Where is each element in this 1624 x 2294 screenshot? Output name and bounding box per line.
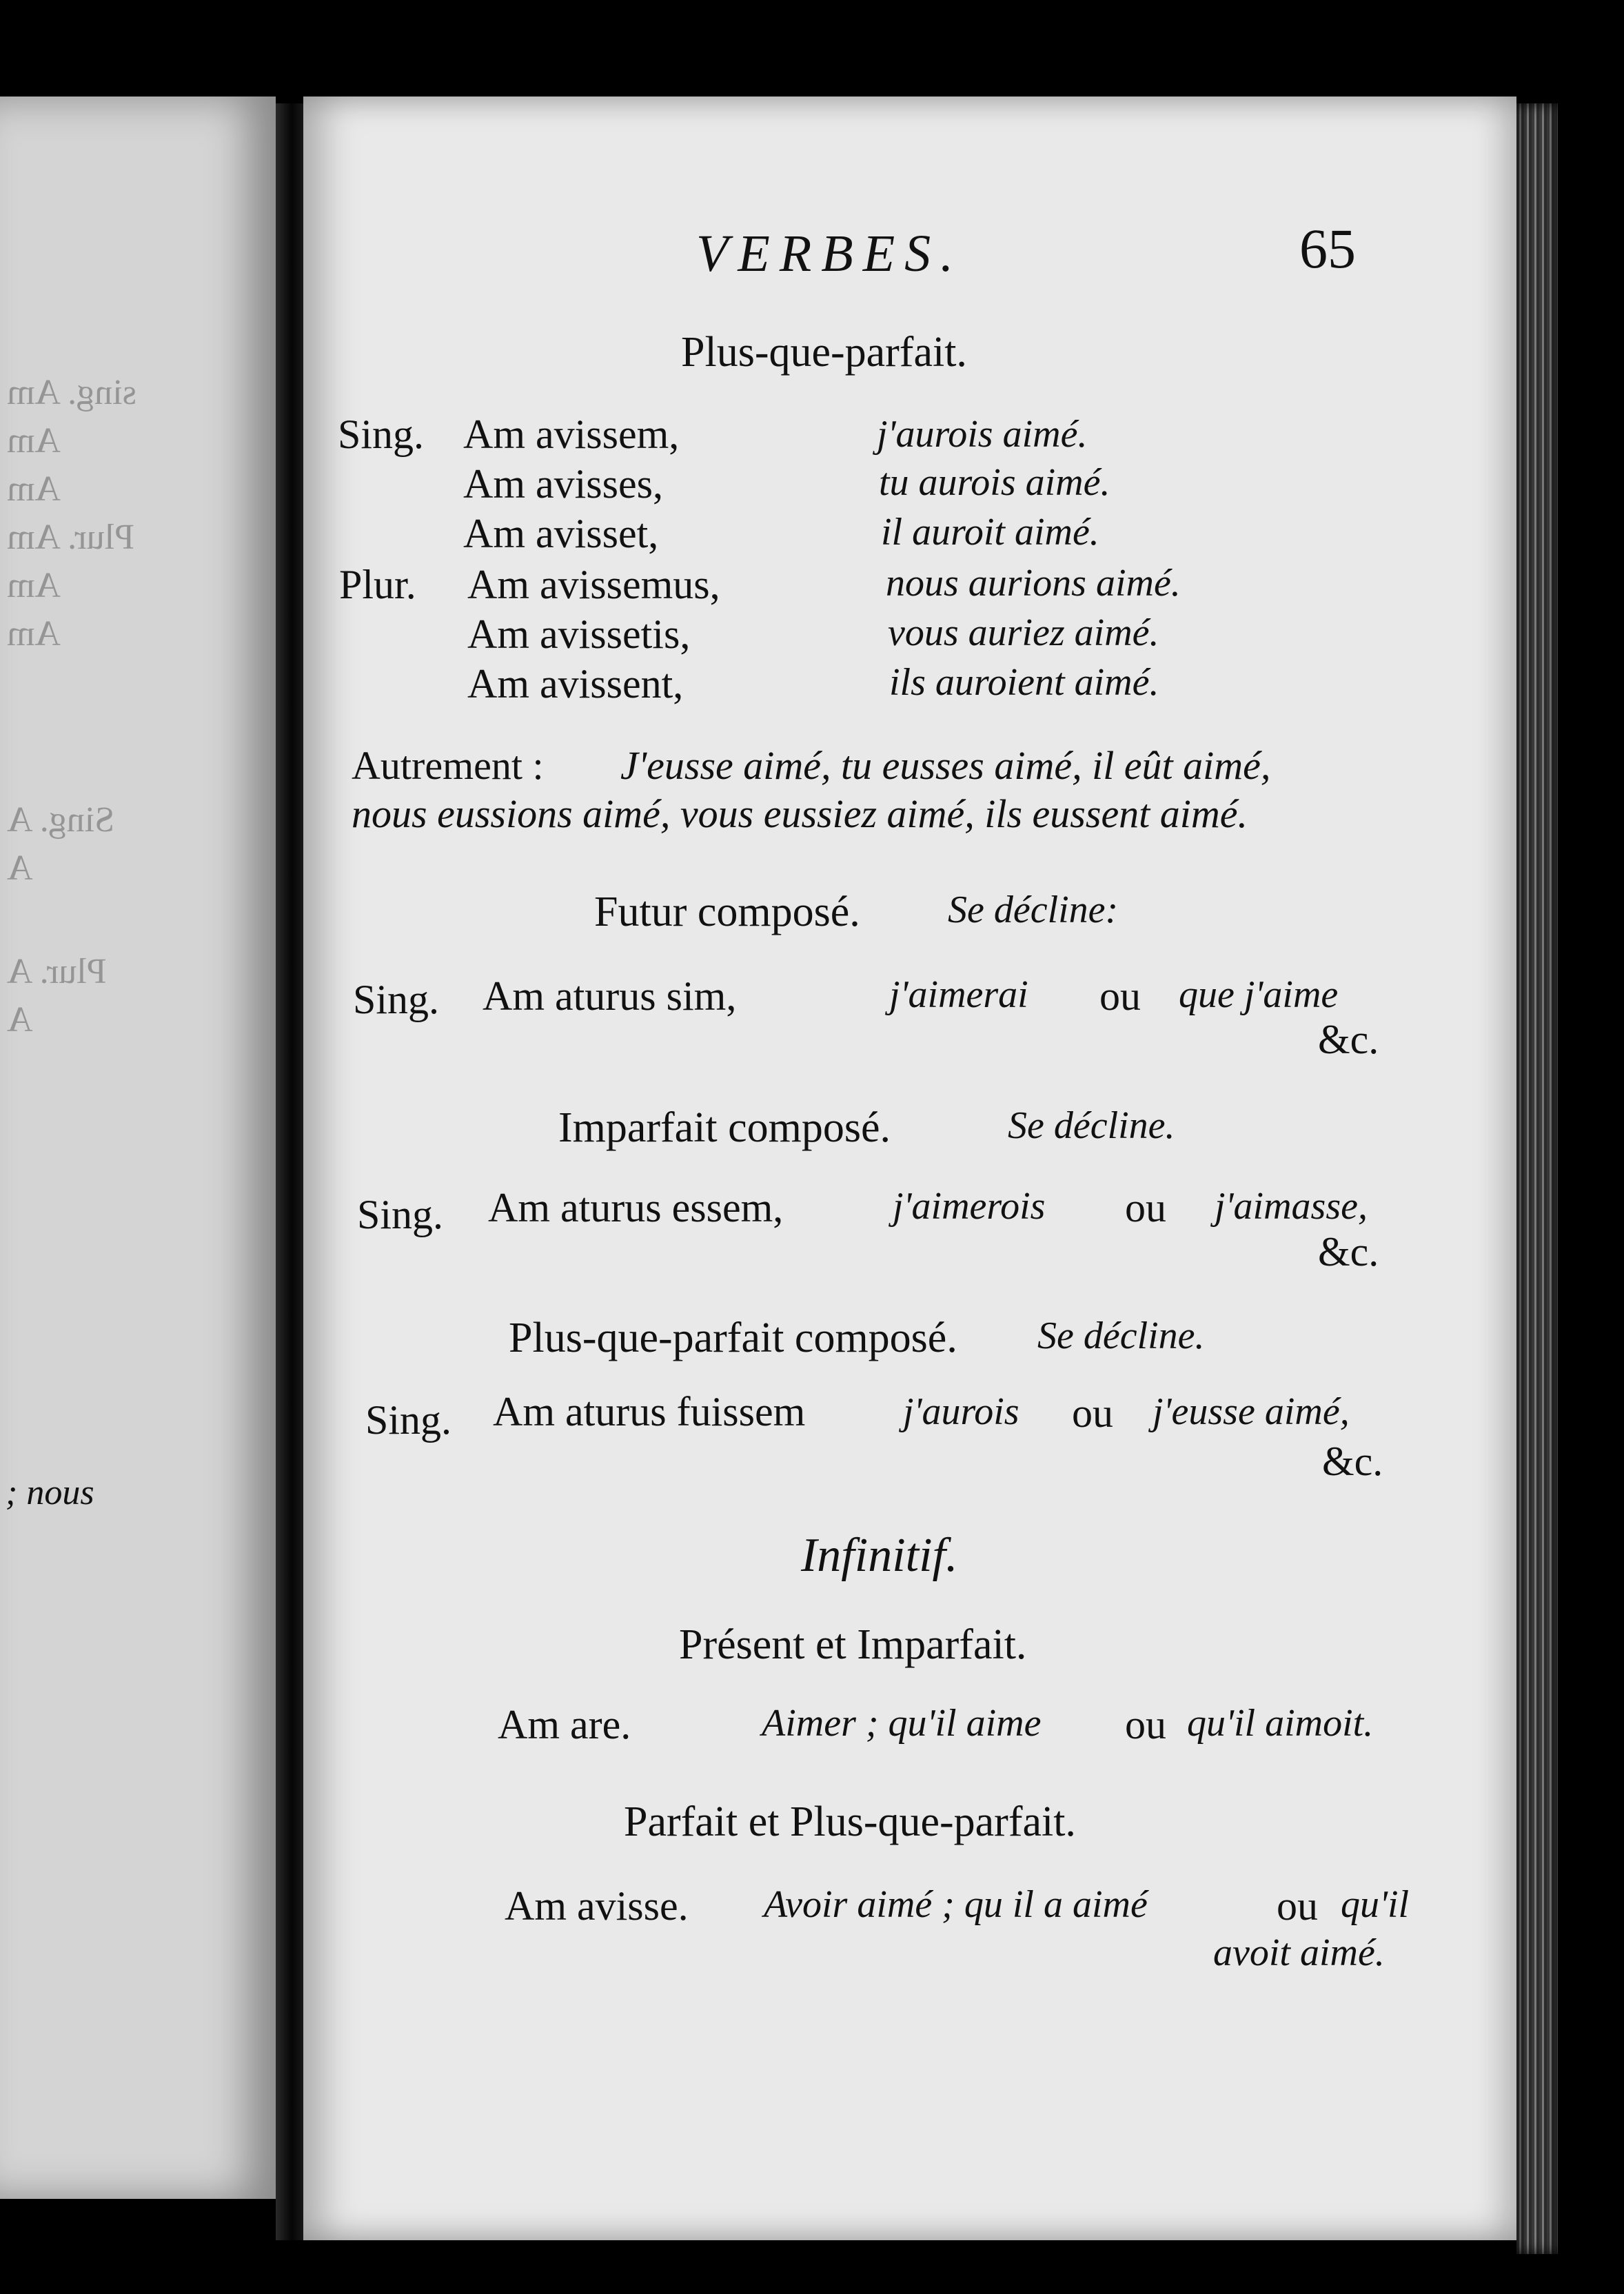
french-translation: Avoir aimé ; qu il a aimé xyxy=(764,1883,1148,1926)
conjunction-ou: ou xyxy=(1099,973,1141,1019)
number-label: Sing. xyxy=(353,977,440,1022)
book-gutter xyxy=(276,103,305,2240)
french-translation: tu aurois aimé. xyxy=(879,461,1110,504)
left-page xyxy=(0,97,276,2199)
number-label: Plur. xyxy=(339,562,416,607)
left-bleed-line: Am xyxy=(7,614,61,653)
latin-form: Am avissem, xyxy=(463,412,680,457)
left-bleed-line: Plur. Am xyxy=(7,518,134,557)
etcetera: &c. xyxy=(1322,1439,1383,1484)
french-translation: j'aurois aimé. xyxy=(877,413,1088,456)
left-bleed-line: Am xyxy=(7,421,61,460)
autrement-line-1: J'eusse aimé, tu eusses aimé, il eût aimé, xyxy=(620,743,1271,788)
french-translation: qu'il aimoit. xyxy=(1187,1702,1374,1745)
french-translation: qu'il xyxy=(1341,1883,1410,1926)
latin-form: Am aturus essem, xyxy=(488,1185,784,1230)
section-heading-plus-que-parfait-compose: Plus-que-parfait composé. xyxy=(509,1315,957,1361)
latin-form: Am avisset, xyxy=(463,511,659,556)
left-bleed-line: Plur. A xyxy=(7,952,107,991)
subheading-parfait-plus-que-parfait: Parfait et Plus-que-parfait. xyxy=(624,1798,1076,1845)
left-page-fragment: ; nous xyxy=(6,1473,94,1512)
left-bleed-line: Am xyxy=(7,469,61,509)
latin-form: Am avissetis, xyxy=(467,611,691,657)
etcetera: &c. xyxy=(1318,1229,1379,1275)
left-bleed-line: A xyxy=(7,849,33,888)
french-translation: Aimer ; qu'il aime xyxy=(762,1702,1042,1745)
latin-form: Am avissemus, xyxy=(467,562,720,607)
latin-form: Am are. xyxy=(498,1702,631,1747)
french-translation: j'aurois xyxy=(903,1390,1019,1433)
section-heading-futur-compose: Futur composé. xyxy=(594,889,860,935)
french-translation: j'aimerois xyxy=(893,1185,1046,1228)
section-heading-plus-que-parfait: Plus-que-parfait. xyxy=(681,329,967,376)
french-translation: j'aimerai xyxy=(889,973,1028,1016)
number-label: Sing. xyxy=(365,1397,452,1443)
latin-form: Am avissent, xyxy=(467,661,684,707)
etcetera: &c. xyxy=(1318,1017,1379,1062)
french-translation: avoit aimé. xyxy=(1213,1931,1385,1974)
section-heading-infinitif: Infinitif. xyxy=(801,1529,958,1582)
left-bleed-line: Sing. A xyxy=(7,800,115,840)
page-number: 65 xyxy=(1299,217,1356,280)
conjunction-ou: ou xyxy=(1072,1390,1113,1436)
subheading-present-imparfait: Présent et Imparfait. xyxy=(679,1621,1027,1668)
latin-form: Am aturus fuissem xyxy=(493,1389,806,1434)
heading-note: Se décline. xyxy=(1008,1104,1175,1147)
left-bleed-line: sing. Am xyxy=(7,373,136,412)
page-edges xyxy=(1516,103,1558,2254)
number-label: Sing. xyxy=(338,412,425,457)
autrement-line-2: nous eussions aimé, vous eussiez aimé, ils eussent aimé. xyxy=(352,791,1248,836)
autrement-label: Autrement : xyxy=(352,743,544,788)
heading-note: Se décline. xyxy=(1037,1315,1205,1357)
latin-form: Am avisses, xyxy=(463,461,663,507)
left-bleed-line: A xyxy=(7,1000,33,1039)
french-translation: que j'aime xyxy=(1179,973,1339,1016)
conjunction-ou: ou xyxy=(1277,1883,1318,1929)
latin-form: Am avisse. xyxy=(505,1883,689,1929)
french-translation: ils auroient aimé. xyxy=(889,661,1159,704)
french-translation: vous auriez aimé. xyxy=(888,611,1159,654)
french-translation: j'eusse aimé, xyxy=(1153,1390,1350,1433)
left-bleed-line: Am xyxy=(7,566,61,605)
french-translation: il auroit aimé. xyxy=(881,511,1099,554)
conjunction-ou: ou xyxy=(1125,1702,1166,1747)
conjunction-ou: ou xyxy=(1125,1185,1166,1230)
running-title: VERBES. xyxy=(696,225,964,283)
heading-note: Se décline: xyxy=(948,889,1119,931)
french-translation: nous aurions aimé. xyxy=(886,562,1181,605)
number-label: Sing. xyxy=(357,1192,444,1237)
latin-form: Am aturus sim, xyxy=(483,973,737,1019)
french-translation: j'aimasse, xyxy=(1215,1185,1368,1228)
section-heading-imparfait-compose: Imparfait composé. xyxy=(558,1104,891,1151)
